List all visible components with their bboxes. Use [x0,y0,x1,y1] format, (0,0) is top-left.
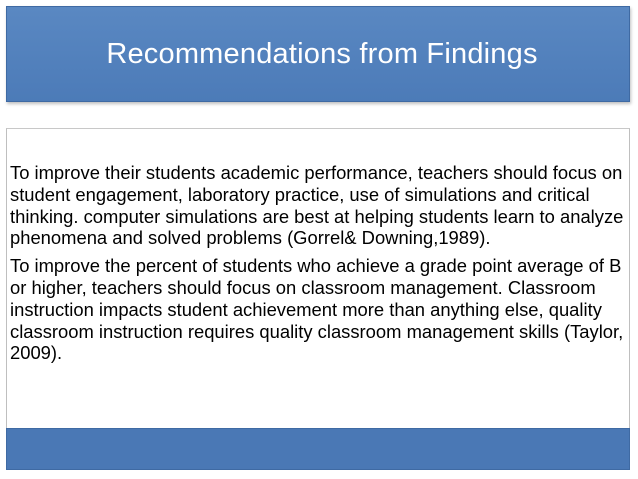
paragraph-2: To improve the percent of students who achieve a grade point average of B or higher, teachers should focus on classroom management. Classroom instruction impacts student achievement more than anything else, quality classroom instruction requires quality classroom management skills (Taylor, 2009). [10,255,624,364]
bottom-bar [6,428,630,470]
body-text [10,162,630,370]
paragraph-1: To improve their students academic performance, teachers should focus on student engagement, laboratory practice, use of simulations and critical thinking. computer simulations are best at helping students learn to analyze phenomena and solved problems (Gorrel& Downing,1989). [10,162,624,249]
slide-title: Recommendations from Findings [106,37,538,70]
content-box [6,128,630,470]
title-bar [6,6,630,102]
